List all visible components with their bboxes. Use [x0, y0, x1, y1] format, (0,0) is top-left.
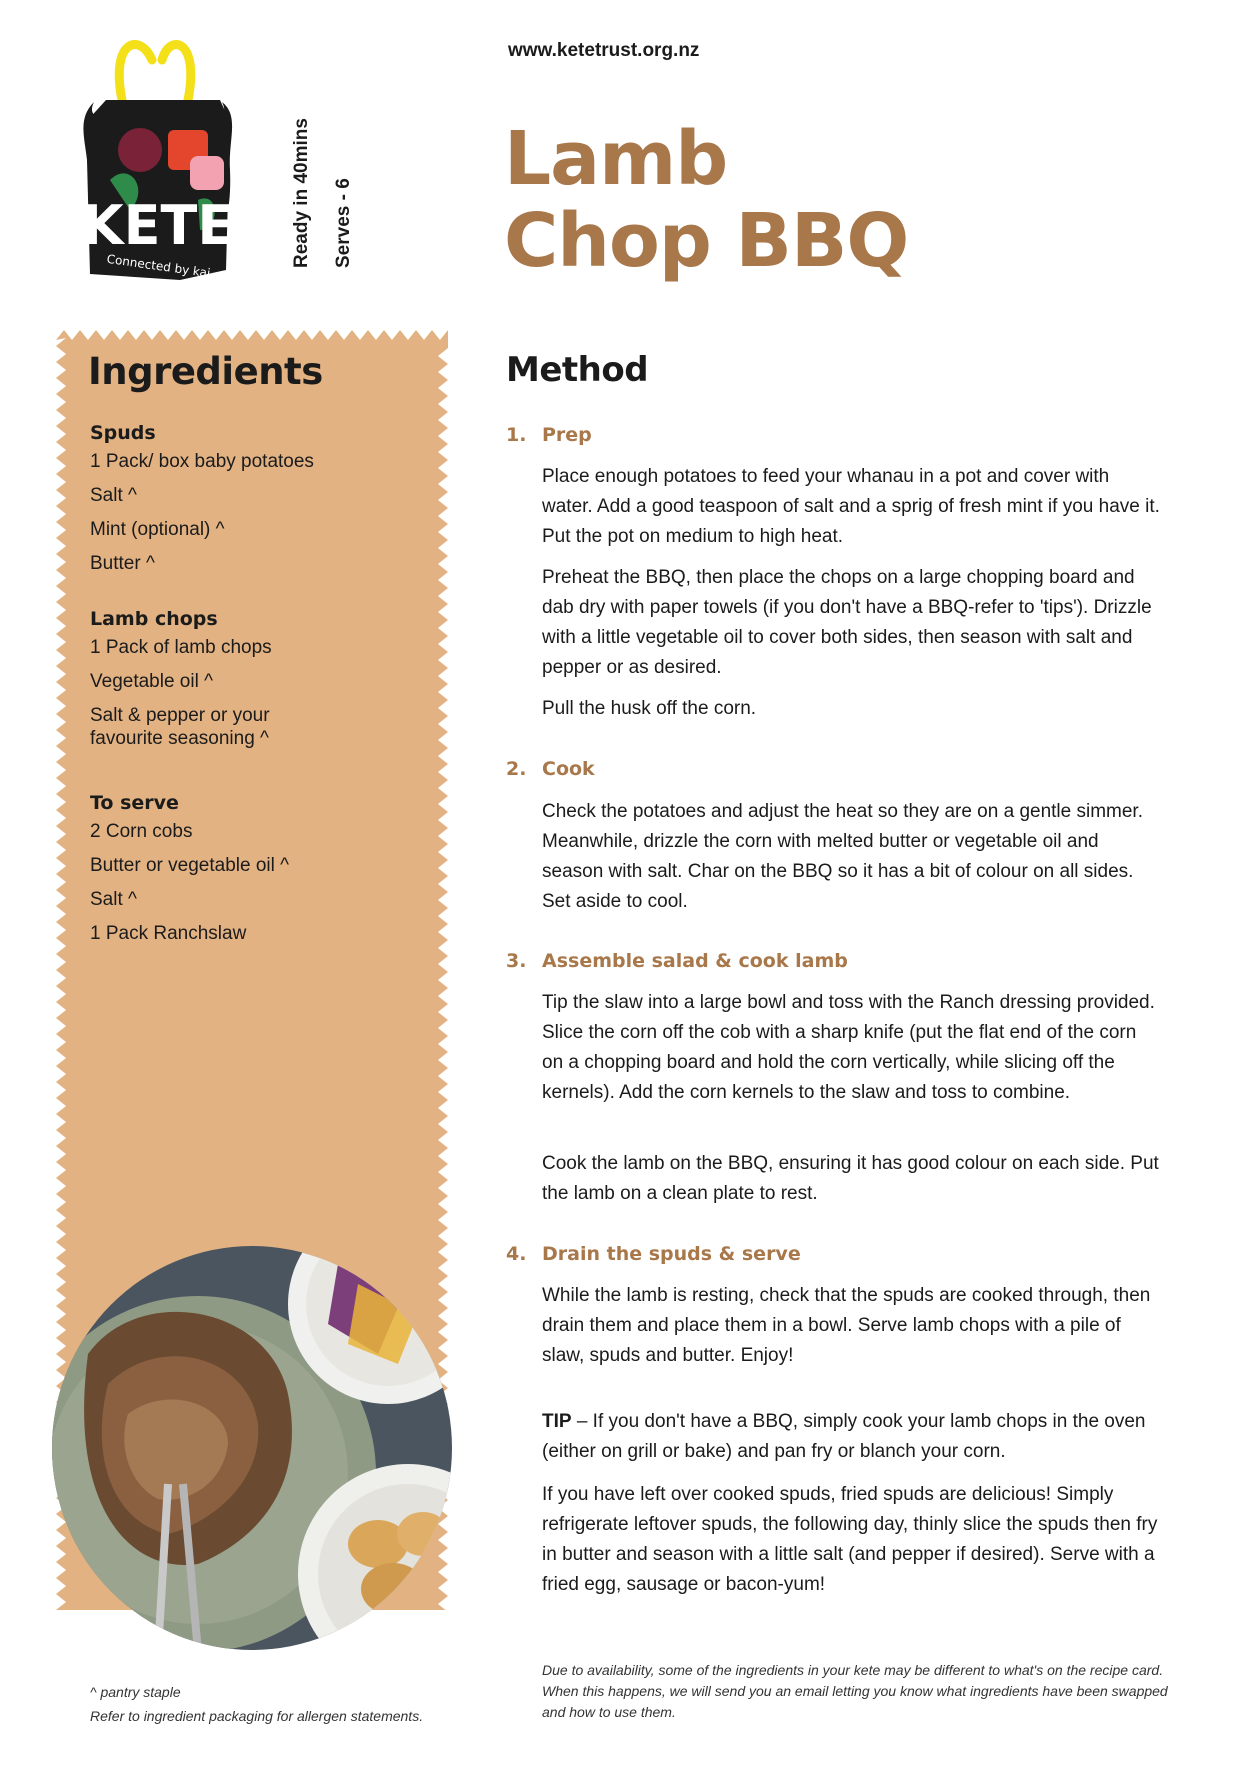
ingredient-item: Salt ^: [90, 889, 137, 910]
step-title: Drain the spuds & serve: [542, 1243, 801, 1265]
step-number: 1.: [506, 424, 527, 446]
allergen-note: Refer to ingredient packaging for allergen statements.: [90, 1708, 424, 1724]
ingredient-item: Salt ^: [90, 485, 137, 506]
website-url[interactable]: www.ketetrust.org.nz: [508, 40, 700, 61]
footer-left: [90, 1680, 423, 1728]
page-title: [504, 118, 908, 282]
step-paragraph: While the lamb is resting, check that the spuds are cooked through, then drain them and place them in a bowl. Serve lamb chops with a pile of slaw, spuds and butter. Enjoy!: [542, 1285, 1151, 1366]
step-number: 4.: [506, 1243, 527, 1265]
logo-tagline: Connected by kai: [105, 251, 212, 281]
ingredient-item: Vegetable oil ^: [90, 671, 214, 692]
step-heading-3: [506, 950, 848, 972]
ingredient-item: Mint (optional) ^: [90, 519, 225, 540]
ingredient-item: Salt & pepper or your favourite seasoning ^: [90, 705, 270, 749]
leftover-paragraph: If you have left over cooked spuds, fried spuds are delicious! Simply refrigerate leftover spuds, the following day, thinly slice the spuds then fry in butter and season with a little salt (and pepper if desired). Serve with a fried egg, sausage or bacon-yum!: [542, 1484, 1158, 1595]
step-number: 3.: [506, 950, 527, 972]
tip-label: TIP: [542, 1411, 572, 1432]
ingredient-item: Butter or vegetable oil ^: [90, 855, 290, 876]
ingredient-item: 1 Pack of lamb chops: [90, 637, 272, 658]
step-number: 2.: [506, 758, 527, 780]
step-paragraph: Cook the lamb on the BBQ, ensuring it has good colour on each side. Put the lamb on a clean plate to rest.: [542, 1153, 1159, 1204]
step-paragraph: Check the potatoes and adjust the heat so they are on a gentle simmer. Meanwhile, drizzle the corn with melted butter or vegetable oil and season with salt. Char on the BBQ so it has a bit of colour on all sides. Set aside to cool.: [542, 801, 1143, 912]
logo-wordmark: KETE: [81, 194, 235, 257]
tip-paragraph: [542, 1407, 1162, 1467]
footer-right: Due to availability, some of the ingredients in your kete may be different to what's on the recipe card. When this happens, we will send you an email letting you know what ingredients have been swapped and how to use them.: [542, 1662, 1168, 1720]
step-title: Prep: [542, 424, 592, 446]
ingredient-heading: To serve: [90, 792, 179, 814]
step-paragraph: Preheat the BBQ, then place the chops on a large chopping board and dab dry with paper towels (if you don't have a BBQ-refer to 'tips'). Drizzle with a little vegetable oil to cover both sides, then season with salt and pepper or as desired.: [542, 567, 1152, 678]
serves-count: Serves - 6: [333, 178, 354, 268]
ingredient-section-serve: [90, 792, 420, 956]
step-heading-4: [506, 1243, 801, 1265]
kete-logo: [70, 30, 246, 286]
ingredient-item: Butter ^: [90, 553, 155, 574]
pantry-note: ^ pantry staple: [90, 1684, 181, 1700]
title-line-2: Chop BBQ: [504, 198, 909, 284]
step-title: Cook: [542, 758, 595, 780]
title-line-1: Lamb: [504, 116, 728, 202]
ingredient-section-spuds: [90, 422, 420, 586]
step-title: Assemble salad & cook lamb: [542, 950, 848, 972]
ingredient-item: 2 Corn cobs: [90, 821, 193, 842]
step-paragraph: Pull the husk off the corn.: [542, 698, 757, 719]
ready-time: Ready in 40mins: [291, 118, 312, 268]
ingredient-heading: Lamb chops: [90, 608, 218, 630]
ingredient-item: 1 Pack/ box baby potatoes: [90, 451, 314, 472]
tip-text: – If you don't have a BBQ, simply cook your lamb chops in the oven (either on grill or bake) and pan fry or blanch your corn.: [542, 1411, 1146, 1462]
step-heading-2: [506, 758, 595, 780]
step-paragraph: Place enough potatoes to feed your whanau in a pot and cover with water. Add a good teaspoon of salt and a sprig of fresh mint if you have it. Put the pot on medium to high heat.: [542, 466, 1160, 547]
ingredient-heading: Spuds: [90, 422, 156, 444]
step-paragraph: Tip the slaw into a large bowl and toss with the Ranch dressing provided. Slice the corn off the cob with a sharp knife (put the flat end of the corn on a chopping board and hold the corn vertically, while slicing off the kernels). Add the corn kernels to the slaw and toss to combine.: [542, 992, 1155, 1103]
ingredients-title: Ingredients: [88, 350, 323, 393]
step-heading-1: [506, 424, 592, 446]
method-title: Method: [506, 350, 649, 390]
ingredient-section-lamb: [90, 608, 420, 761]
food-photo: [48, 1244, 456, 1652]
ingredient-item: 1 Pack Ranchslaw: [90, 923, 247, 944]
